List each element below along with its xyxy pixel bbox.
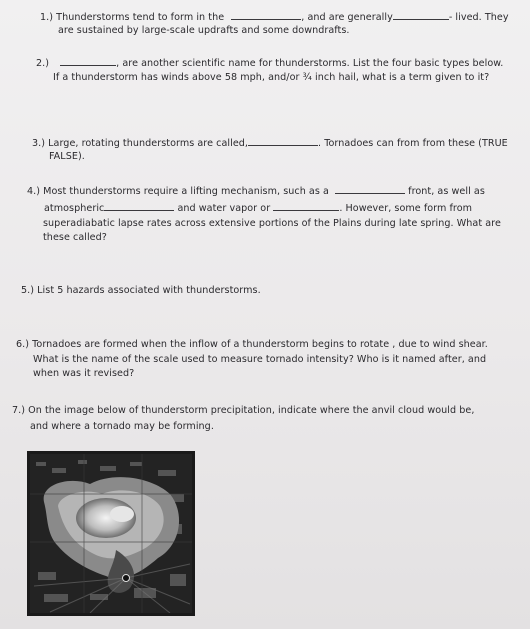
q1-text-c: - lived. They [448,12,509,23]
q7-text-line1: On the image below of thunderstorm precipitation, indicate where the anvil cloud would be, [28,405,475,416]
q2-text-line2: If a thunderstorm has winds above 58 mph, and/or ¾ inch hail, what is a term given to it? [53,72,490,83]
q4-text-2a: atmospheric [44,203,105,214]
q6-text-line1: Tornadoes are formed when the inflow of a thunderstorm begins to rotate , due to wind shear. [32,339,488,350]
q4-text-line4: these called? [43,232,107,243]
radar-site-marker [123,575,130,582]
q2-line-1 [36,56,503,70]
q4-blank-water-vapor[interactable] [273,201,339,211]
q4-blank-front[interactable] [335,184,405,194]
q2-number: 2.) [36,58,50,69]
q7-number: 7.) [12,405,26,416]
radar-precipitation-image[interactable] [27,451,195,616]
q1-line-2 [58,25,350,37]
q4-blank-atmospheric[interactable] [104,201,174,211]
q1-text-line2: are sustained by large-scale updrafts and some downdrafts. [58,25,350,36]
q6-line-3 [33,368,134,380]
q1-line-1 [40,10,509,24]
q5-line-1 [21,285,261,297]
q6-line-1 [16,339,488,351]
radar-graphic [30,454,192,613]
q1-text-a: Thunderstorms tend to form in the [56,12,225,23]
q4-text-2c: . However, some form from [339,203,473,214]
q3-line-1 [32,136,508,150]
q3-line-2 [49,151,85,163]
q7-line-2 [30,421,214,433]
q3-text-line2: FALSE). [49,151,85,162]
q4-line-2 [44,201,472,215]
q6-text-line3: when was it revised? [33,368,135,379]
q4-number: 4.) [27,186,41,197]
q4-text-line3: superadiabatic lapse rates across extensive portions of the Plains during late spring. What are [43,218,501,229]
q3-text-a: Large, rotating thunderstorms are called, [48,138,249,149]
q4-text-a: Most thunderstorms require a lifting mechanism, such as a [43,186,329,197]
q2-blank-1[interactable] [60,56,116,66]
q4-text-b: front, as well as [408,186,485,197]
q6-text-line2: What is the name of the scale used to measure tornado intensity? Who is it named after, and [33,354,487,365]
q4-line-3 [43,218,501,230]
q7-text-line2: and where a tornado may be forming. [30,421,214,432]
q2-line-2 [53,72,489,84]
q3-number: 3.) [32,138,46,149]
q4-line-1 [27,184,485,198]
q2-text-line1: , are another scientific name for thunderstorms. List the four basic types below. [116,58,504,69]
q4-text-2b: and water vapor or [177,203,271,214]
q1-blank-1[interactable] [231,10,301,20]
q1-text-b: , and are generally [301,12,393,23]
q1-number: 1.) [40,12,54,23]
q5-text-line1: List 5 hazards associated with thunderstorms. [37,285,261,296]
q3-text-b: . Tornadoes can from from these (TRUE [318,138,508,149]
q7-line-1 [12,405,474,417]
q4-line-4 [43,232,107,244]
q1-blank-2[interactable] [393,10,449,20]
q3-blank-1[interactable] [248,136,318,146]
q5-number: 5.) [21,285,35,296]
q6-number: 6.) [16,339,30,350]
q6-line-2 [33,354,486,366]
